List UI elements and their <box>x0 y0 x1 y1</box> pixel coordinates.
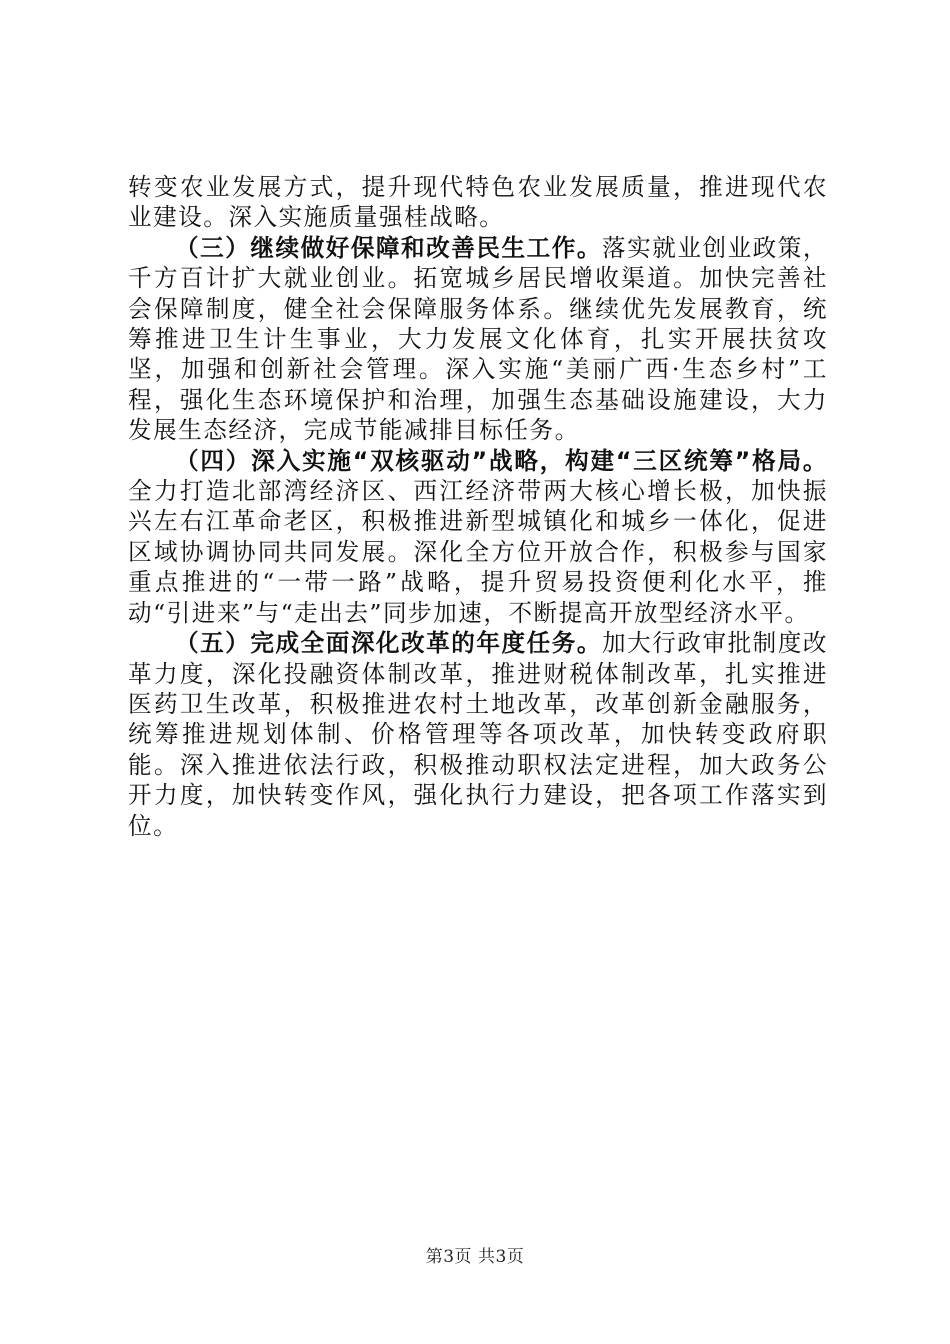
paragraph-3-text: 全力打造北部湾经济区、西江经济带两大核心增长极，加快振兴左右江革命老区，积极推进新型城镇化和城乡一体化，促进区域协调协同共同发展。深化全方位开放合作，积极参与国家重点推进的“一带一路”战略，提升贸易投资便利化水平，推动“引进来”与“走出去”同步加速，不断提高开放型经济水平。 <box>128 477 828 627</box>
paragraph-2-text: 落实就业创业政策，千方百计扩大就业创业。拓宽城乡居民增收渠道。加快完善社会保障制度，健全社会保障服务体系。继续优先发展教育，统筹推进卫生计生事业，大力发展文化体育，扎实开展扶贫攻坚，加强和创新社会管理。深入实施“美丽广西·生态乡村”工程，强化生态环境保护和治理，加强生态基础设施建设，大力发展生态经济，完成节能减排目标任务。 <box>128 233 829 445</box>
paragraph-1-text: 转变农业发展方式，提升现代特色农业发展质量，推进现代农业建设。深入实施质量强桂战略。 <box>128 173 828 232</box>
paragraph-1 <box>128 172 828 233</box>
paragraph-2 <box>128 233 828 446</box>
paragraph-4-text: 加大行政审批制度改革力度，深化投融资体制改革，推进财税体制改革，扎实推进医药卫生改革，积极推进农村土地改革，改革创新金融服务，统筹推进规划体制、价格管理等各项改革，加快转变政府职能。深入推进依法行政，积极推动职权法定进程，加大政务公开力度，加快转变作风，强化执行力建设，把各项工作落实到位。 <box>128 629 829 840</box>
paragraph-3 <box>128 446 828 628</box>
page-footer <box>0 1242 950 1267</box>
document-body <box>128 172 828 841</box>
page-number-label: 第3页 共3页 <box>425 1247 525 1267</box>
paragraph-4-heading: （五）完成全面深化改革的年度任务。 <box>175 629 602 658</box>
paragraph-3-heading: （四）深入实施“双核驱动”战略，构建“三区统筹”格局。 <box>175 446 828 475</box>
paragraph-4 <box>128 628 828 841</box>
paragraph-2-heading: （三）继续做好保障和改善民生工作。 <box>175 233 602 262</box>
